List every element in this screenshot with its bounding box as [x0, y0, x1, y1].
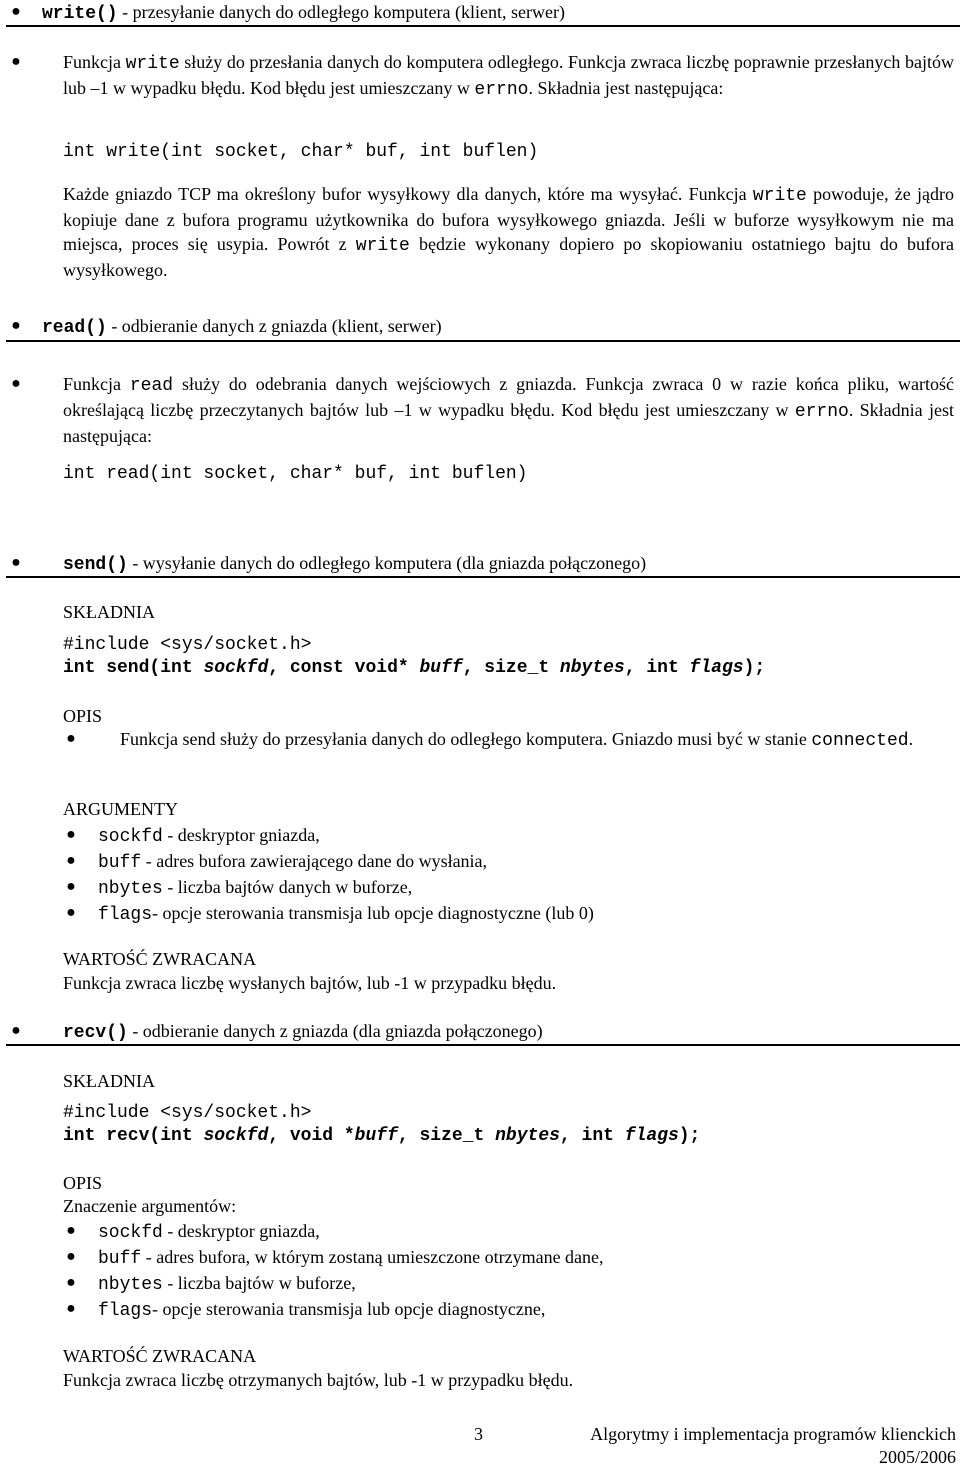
read-paragraph-1	[63, 372, 954, 448]
description-heading: OPIS	[63, 706, 103, 726]
section-title-write	[42, 0, 954, 26]
list-item	[98, 849, 954, 875]
bullet: ●	[11, 375, 21, 392]
function-name: write()	[42, 4, 118, 24]
section-title-send	[63, 551, 954, 577]
bullet: ●	[66, 904, 76, 921]
argument-name: buff	[98, 853, 142, 873]
code-text: errno	[794, 402, 849, 422]
code-text: write	[125, 54, 180, 74]
section-description: - przesyłanie danych do odległego komputera (klient, serwer)	[117, 2, 565, 22]
code-text: errno	[474, 80, 529, 100]
text-run: . Składnia jest następująca:	[528, 78, 724, 98]
argument-name: sockfd	[98, 827, 163, 847]
argument-description: - adres bufora, w którym zostaną umieszczone otrzymane dane,	[141, 1247, 604, 1267]
section-title-recv	[63, 1019, 954, 1045]
list-item	[98, 1297, 954, 1323]
argument-name: sockfd	[98, 1223, 163, 1243]
bullet: ●	[66, 1222, 76, 1239]
send-description	[120, 727, 954, 753]
include-line: #include <sys/socket.h>	[63, 635, 312, 655]
syntax-heading: SKŁADNIA	[63, 1071, 155, 1091]
code-text: write	[355, 236, 410, 256]
syntax-heading: SKŁADNIA	[63, 602, 155, 622]
argument-description: - deskryptor gniazda,	[162, 1221, 320, 1241]
param-name: flags	[624, 1126, 679, 1146]
section-divider	[6, 1044, 960, 1046]
section-description: - odbieranie danych z gniazda (klient, serwer)	[106, 316, 442, 336]
argument-name: nbytes	[98, 879, 163, 899]
footer-title: Algorytmy i implementacja programów klienckich	[590, 1424, 956, 1444]
param-name: flags	[689, 658, 744, 678]
recv-prototype	[63, 1124, 700, 1148]
return-heading: WARTOŚĆ ZWRACANA	[63, 1346, 257, 1366]
section-description: - wysyłanie danych do odległego komputera (dla gniazda połączonego)	[127, 553, 647, 573]
text-run: Każde gniazdo TCP ma określony bufor wysyłkowy dla danych, które ma wysyłać. Funkcja	[63, 184, 753, 204]
bullet: ●	[66, 852, 76, 869]
bullet: ●	[66, 826, 76, 843]
write-signature: int write(int socket, char* buf, int buflen)	[63, 142, 539, 162]
function-name: read()	[42, 318, 107, 338]
text-run: . Składnia jest następująca:	[63, 400, 954, 446]
list-item	[98, 875, 954, 901]
code-text: connected	[811, 731, 909, 751]
send-prototype	[63, 656, 765, 680]
argument-description: - opcje sterowania transmisja lub opcje diagnostyczne (lub 0)	[152, 903, 594, 923]
text-run: .	[908, 729, 914, 749]
return-heading: WARTOŚĆ ZWRACANA	[63, 949, 257, 969]
text-run: int send(int	[63, 658, 204, 678]
text-run: Funkcja send służy do przesyłania danych do odległego komputera. Gniazdo musi być w stanie	[120, 729, 812, 749]
section-divider	[6, 25, 960, 27]
argument-description: - opcje sterowania transmisja lub opcje diagnostyczne,	[152, 1299, 546, 1319]
text-run: Funkcja	[63, 374, 130, 394]
param-name: nbytes	[559, 658, 625, 678]
argument-name: buff	[98, 1249, 142, 1269]
param-name: sockfd	[203, 1126, 269, 1146]
write-paragraph-1	[63, 50, 954, 102]
text-run: int recv(int	[63, 1126, 204, 1146]
argument-name: flags	[98, 1301, 153, 1321]
page-number: 3	[474, 1424, 483, 1444]
code-text: read	[129, 376, 174, 396]
argument-name: nbytes	[98, 1275, 163, 1295]
include-line: #include <sys/socket.h>	[63, 1103, 312, 1123]
text-run: będzie wykonany dopiero po skopiowaniu ostatniego bajtu do bufora wysyłkowego.	[63, 234, 954, 280]
list-item	[98, 901, 954, 927]
text-run: służy do odebrania danych wejściowych z gniazda. Funkcja zwraca 0 w razie końca pliku, wartość określającą liczbę przeczytanych bajtów lub –1 w wypadku błędu. Kod błędu jest umieszczany w	[63, 374, 954, 420]
argument-description: - adres bufora zawierającego dane do wysłania,	[141, 851, 488, 871]
text-run: , size_t	[397, 1126, 496, 1146]
bullet: ●	[11, 1022, 21, 1039]
return-text: Funkcja zwraca liczbę wysłanych bajtów, lub -1 w przypadku błędu.	[63, 973, 557, 993]
bullet: ●	[66, 878, 76, 895]
argument-description: - liczba bajtów danych w buforze,	[162, 877, 413, 897]
text-run: , int	[559, 1126, 625, 1146]
param-name: buff	[419, 658, 463, 678]
argument-description: - deskryptor gniazda,	[162, 825, 320, 845]
section-divider	[6, 576, 960, 578]
text-run: Funkcja	[63, 52, 126, 72]
section-title-read	[42, 314, 954, 340]
footer-year: 2005/2006	[878, 1447, 956, 1467]
text-run: );	[678, 1126, 701, 1146]
text-run: , int	[624, 658, 690, 678]
function-name: recv()	[63, 1023, 128, 1043]
bullet: ●	[11, 3, 21, 20]
code-text: write	[752, 186, 807, 206]
text-run: powoduje, że jądro kopiuje dane z bufora programu użytkownika do bufora wysyłkowego gniazda. Jeśli w buforze wysyłkowym nie ma miejsca, proces się usypia. Powrót z	[63, 184, 954, 254]
list-item	[98, 1245, 954, 1271]
text-run: służy do przesłania danych do komputera odległego. Funkcja zwraca liczbę poprawnie przesłanych bajtów lub –1 w wypadku błędu. Kod błędu jest umieszczany w	[63, 52, 954, 98]
bullet: ●	[66, 730, 76, 747]
bullet: ●	[66, 1274, 76, 1291]
text-run: );	[743, 658, 766, 678]
param-name: sockfd	[203, 658, 269, 678]
bullet: ●	[11, 53, 21, 70]
param-name: buff	[354, 1126, 398, 1146]
text-run: , const void*	[268, 658, 420, 678]
bullet: ●	[66, 1248, 76, 1265]
description-intro: Znaczenie argumentów:	[63, 1196, 237, 1216]
bullet: ●	[66, 1300, 76, 1317]
text-run: , size_t	[462, 658, 560, 678]
argument-description: - liczba bajtów w buforze,	[162, 1273, 356, 1293]
section-divider	[6, 340, 960, 342]
param-name: nbytes	[495, 1126, 560, 1146]
argument-name: flags	[98, 905, 153, 925]
function-name: send()	[63, 555, 128, 575]
bullet: ●	[11, 554, 21, 571]
description-heading: OPIS	[63, 1173, 103, 1193]
list-item	[98, 1271, 954, 1297]
read-signature: int read(int socket, char* buf, int buflen)	[63, 464, 528, 484]
arguments-heading: ARGUMENTY	[63, 799, 178, 819]
list-item	[98, 1219, 954, 1245]
return-text: Funkcja zwraca liczbę otrzymanych bajtów, lub -1 w przypadku błędu.	[63, 1370, 574, 1390]
section-description: - odbieranie danych z gniazda (dla gniazda połączonego)	[127, 1021, 543, 1041]
text-run: , void *	[268, 1126, 355, 1146]
write-paragraph-2	[63, 182, 954, 282]
bullet: ●	[11, 317, 21, 334]
list-item	[98, 823, 954, 849]
